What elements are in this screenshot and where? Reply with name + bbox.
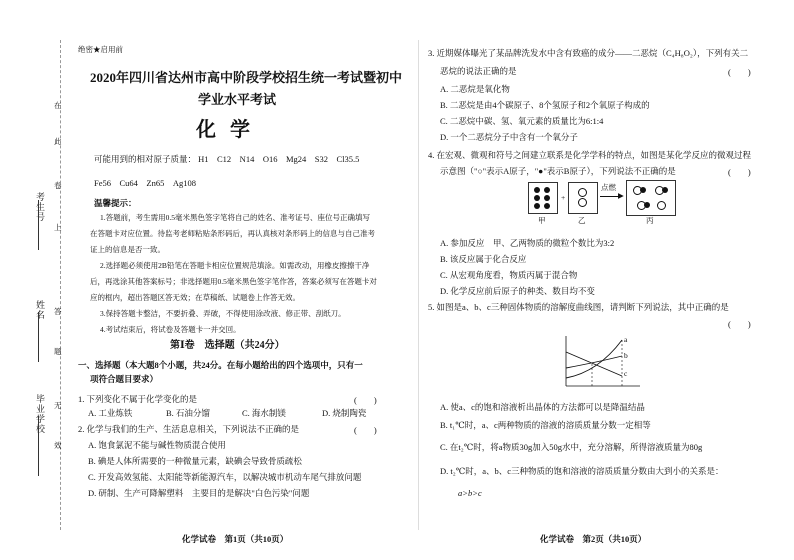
option: D. 研制、生产可降解塑料 主要目的是解决"白色污染"问题 bbox=[88, 488, 310, 498]
label-jia: 甲 bbox=[538, 216, 546, 225]
seal-char: 此 bbox=[54, 137, 62, 146]
option: D. t₂℃时，a、b、c三种物质的饱和溶液的溶质质量分数由大到小的关系是： bbox=[440, 466, 724, 476]
subject-title: 化学 bbox=[196, 119, 264, 141]
fill-line bbox=[38, 200, 39, 250]
option-cont: a>b>c bbox=[458, 488, 482, 498]
page-divider bbox=[418, 40, 419, 530]
answer-blank: ( ) bbox=[728, 167, 751, 177]
option: A. 二恶烷是氧化物 bbox=[440, 84, 510, 94]
option: A. 参加反应 甲、乙两物质的微粒个数比为3:2 bbox=[440, 238, 615, 248]
exam-title-line2: 学业水平考试 bbox=[198, 92, 277, 107]
option: A. 工业炼铁 bbox=[88, 408, 133, 418]
reactant-box-jia bbox=[528, 182, 558, 214]
candidate-number-label: 考生号 bbox=[35, 192, 45, 222]
plus-sign: + bbox=[561, 193, 566, 202]
section-heading-cont: 项符合题目要求） bbox=[90, 374, 159, 384]
option: A. 饱食氯泥不能与碱性物质混合使用 bbox=[88, 440, 226, 450]
notice-line: 证上的信息是否一致。 bbox=[90, 245, 165, 254]
notice-line: 2.选择题必须使用2B铅笔在答题卡相应位置规范填涂。如需改动，用橡皮擦擦干净 bbox=[100, 261, 370, 270]
product-box-bing bbox=[626, 180, 676, 216]
curve-b bbox=[566, 356, 622, 368]
option: A. 使a、c的饱和溶液析出晶体的方法都可以是降温结晶 bbox=[440, 402, 645, 412]
question-4-cont: 示意图（"○"表示A原子，"●"表示B原子），下列说法不正确的是 bbox=[440, 166, 676, 176]
option: D. 烧制陶瓷 bbox=[322, 408, 367, 418]
notice-line: 3.保持答题卡整洁，不要折叠、弄破，不得使用涂改液、修正带、刮纸刀。 bbox=[100, 309, 346, 318]
binding-line bbox=[60, 40, 61, 530]
notice-line: 1.答题前，考生需用0.5毫米黑色签字笔将自己的姓名、准考证号、座位号正确填写 bbox=[100, 213, 370, 222]
option: D. 化学反应前后原子的种类、数目均不变 bbox=[440, 286, 595, 296]
curve-label-c: c bbox=[624, 369, 628, 378]
question-4: 4. 在宏观、微观和符号之间建立联系是化学学科的特点，如图是某化学反应的微观过程 bbox=[428, 150, 752, 160]
answer-blank: ( ) bbox=[728, 319, 751, 329]
arrow-head-icon: ▶ bbox=[618, 191, 624, 200]
name-label: 姓名 bbox=[35, 300, 45, 320]
option: C. 从宏观角度看，物质丙属于混合物 bbox=[440, 270, 578, 280]
answer-blank: ( ) bbox=[354, 395, 377, 405]
notice-line: 在答题卡对应位置。待监考老师粘贴条形码后，再认真核对条形码上的信息与自己准考 bbox=[90, 229, 375, 238]
option: C. 海水制镁 bbox=[242, 408, 286, 418]
curve-label-b: b bbox=[624, 351, 628, 360]
seal-char: 效 bbox=[54, 441, 62, 450]
notice-line: 应的框内，超出答题区答无效；在草稿纸、试题卷上作答无效。 bbox=[90, 293, 300, 302]
option: C. 开发高效氢能、太阳能等新能源汽车，以解决城市机动车尾气排放问题 bbox=[88, 472, 362, 482]
section-heading: 一、选择题（本大题8个小题，共24分。在每小题给出的四个选项中，只有一 bbox=[78, 360, 363, 370]
option: C. 在t₂℃时，将a物质30g加入50g水中，充分溶解，所得溶液质量为80g bbox=[440, 442, 703, 452]
page-footer: 化学试卷 第1页（共10页） bbox=[182, 534, 289, 544]
ignite-label: 点燃 bbox=[601, 183, 616, 192]
seal-char: 无 bbox=[54, 401, 62, 410]
notice-line: 后，再选涂其他答案标号；非选择题用0.5毫米黑色签字笔作答，答案必须写在答题卡对 bbox=[90, 277, 377, 286]
seal-char: 答 bbox=[54, 307, 62, 316]
curve-c bbox=[566, 352, 622, 376]
answer-blank: ( ) bbox=[354, 425, 377, 435]
page-footer: 化学试卷 第2页（共10页） bbox=[540, 534, 647, 544]
question-1: 1. 下列变化不属于化学变化的是 bbox=[78, 394, 198, 404]
exam-page-2 bbox=[428, 0, 788, 560]
option: B. 该反应属于化合反应 bbox=[440, 254, 527, 264]
question-2: 2. 化学与我们的生产、生活息息相关，下列说法不正确的是 bbox=[78, 424, 300, 434]
answer-blank: ( ) bbox=[728, 67, 751, 77]
question-3: 3. 近期媒体曝光了某品牌洗发水中含有致癌的成分——二恶烷（C₄H₈O₂），下列有关二 bbox=[428, 48, 749, 58]
reactant-box-yi bbox=[568, 182, 598, 214]
option: B. 二恶烷是由4个碳原子、8个氢原子和2个氧原子构成的 bbox=[440, 100, 650, 110]
option: B. t₁℃时，a、c两种物质的溶液的溶质质量分数一定相等 bbox=[440, 420, 651, 430]
option: B. 碘是人体所需要的一种微量元素，缺碘会导致骨质疏松 bbox=[88, 456, 302, 466]
exam-page-1 bbox=[70, 0, 415, 560]
atomic-masses-line1: 可能用到的相对原子质量： H1 C12 N14 O16 Mg24 S32 Cl35.5 bbox=[94, 154, 360, 164]
exam-title-line1: 2020年四川省达州市高中阶段学校招生统一考试暨初中 bbox=[90, 70, 403, 85]
label-bing: 丙 bbox=[646, 216, 654, 225]
option: C. 二恶烷中碳、氢、氧元素的质量比为6:1:4 bbox=[440, 116, 604, 126]
part-title: 第Ⅰ卷 选择题（共24分） bbox=[170, 340, 285, 351]
atomic-masses-line2: Fe56 Cu64 Zn65 Ag108 bbox=[94, 178, 197, 188]
option: B. 石油分馏 bbox=[166, 408, 210, 418]
option: D. 一个二恶烷分子中含有一个氧分子 bbox=[440, 132, 578, 142]
notice-title: 温馨提示： bbox=[94, 198, 137, 208]
question-5: 5. 如图是a、b、c三种固体物质的溶解度曲线图，请判断下列说法，其中正确的是 bbox=[428, 302, 729, 312]
solubility-chart bbox=[558, 332, 648, 396]
fill-line bbox=[38, 416, 39, 476]
seal-char: 卷 bbox=[54, 181, 62, 190]
seal-char: 上 bbox=[54, 223, 62, 232]
notice-line: 4.考试结束后，将试卷及答题卡一并交回。 bbox=[100, 325, 241, 334]
seal-char: 在 bbox=[54, 101, 62, 110]
school-label: 毕业学校 bbox=[35, 394, 45, 434]
label-yi: 乙 bbox=[578, 216, 586, 225]
seal-char: 题 bbox=[54, 347, 62, 356]
fill-line bbox=[38, 312, 39, 362]
question-3-cont: 恶烷的说法正确的是 bbox=[440, 66, 517, 76]
secret-label: 绝密★启用前 bbox=[78, 45, 123, 54]
curve-label-a: a bbox=[624, 335, 628, 344]
